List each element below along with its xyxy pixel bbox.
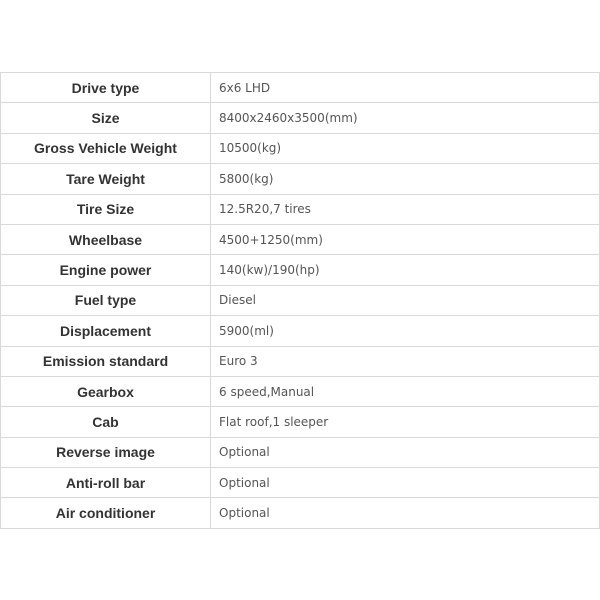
- table-row: [1, 103, 600, 133]
- spec-value-displacement: 5900(ml): [211, 316, 600, 346]
- table-row: [1, 285, 600, 315]
- spec-value-fuel-type: Diesel: [211, 285, 600, 315]
- spec-label-drive-type: Drive type: [1, 73, 211, 103]
- spec-label-engine-power: Engine power: [1, 255, 211, 285]
- spec-value-wheelbase: 4500+1250(mm): [211, 224, 600, 254]
- table-row: [1, 164, 600, 194]
- spec-value-cab: Flat roof,1 sleeper: [211, 407, 600, 437]
- spec-label-wheelbase: Wheelbase: [1, 224, 211, 254]
- table-row: [1, 316, 600, 346]
- spec-value-drive-type: 6x6 LHD: [211, 73, 600, 103]
- spec-value-anti-roll-bar: Optional: [211, 468, 600, 498]
- table-row: [1, 133, 600, 163]
- spec-table: [0, 72, 600, 529]
- spec-label-anti-roll-bar: Anti-roll bar: [1, 468, 211, 498]
- spec-label-gearbox: Gearbox: [1, 376, 211, 406]
- spec-value-tare-weight: 5800(kg): [211, 164, 600, 194]
- spec-label-size: Size: [1, 103, 211, 133]
- table-row: [1, 376, 600, 406]
- table-row: [1, 468, 600, 498]
- spec-value-gross-vehicle-weight: 10500(kg): [211, 133, 600, 163]
- table-row: [1, 437, 600, 467]
- table-row: [1, 194, 600, 224]
- table-row: [1, 255, 600, 285]
- spec-value-size: 8400x2460x3500(mm): [211, 103, 600, 133]
- table-row: [1, 498, 600, 528]
- table-row: [1, 224, 600, 254]
- table-row: [1, 346, 600, 376]
- spec-value-emission-standard: Euro 3: [211, 346, 600, 376]
- spec-value-tire-size: 12.5R20,7 tires: [211, 194, 600, 224]
- spec-label-air-conditioner: Air conditioner: [1, 498, 211, 528]
- table-row: [1, 73, 600, 103]
- table-row: [1, 407, 600, 437]
- spec-label-fuel-type: Fuel type: [1, 285, 211, 315]
- spec-label-displacement: Displacement: [1, 316, 211, 346]
- spec-label-cab: Cab: [1, 407, 211, 437]
- spec-value-gearbox: 6 speed,Manual: [211, 376, 600, 406]
- spec-label-emission-standard: Emission standard: [1, 346, 211, 376]
- spec-value-engine-power: 140(kw)/190(hp): [211, 255, 600, 285]
- spec-label-tire-size: Tire Size: [1, 194, 211, 224]
- spec-value-reverse-image: Optional: [211, 437, 600, 467]
- spec-label-tare-weight: Tare Weight: [1, 164, 211, 194]
- spec-label-reverse-image: Reverse image: [1, 437, 211, 467]
- spec-label-gross-vehicle-weight: Gross Vehicle Weight: [1, 133, 211, 163]
- spec-value-air-conditioner: Optional: [211, 498, 600, 528]
